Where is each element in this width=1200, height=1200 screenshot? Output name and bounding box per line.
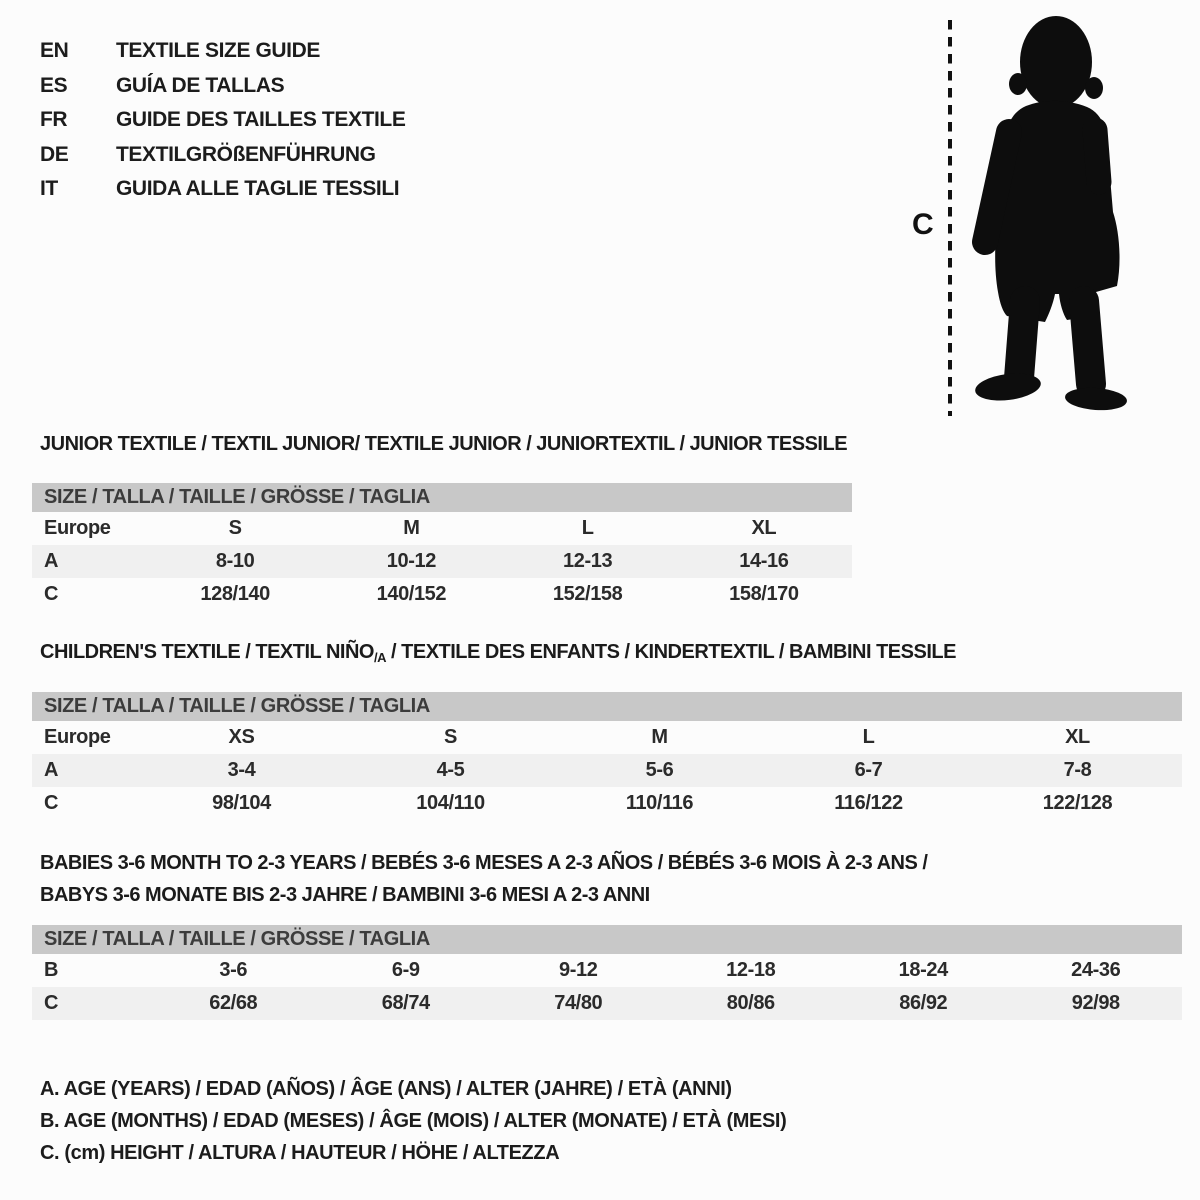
height-label-c: C — [912, 208, 934, 241]
table-cell: 116/122 — [834, 792, 903, 814]
table-row-months — [32, 954, 1182, 987]
language-row-es — [40, 69, 405, 104]
size-header-bar: SIZE / TALLA / TAILLE / GRÖSSE / TAGLIA — [32, 692, 1182, 721]
language-row-it — [40, 172, 405, 207]
table-cell: 4-5 — [436, 759, 465, 781]
table-row-europe — [32, 512, 852, 545]
language-code: FR — [40, 108, 68, 132]
row-label: Europe — [44, 517, 111, 539]
language-title: GUÍA DE TALLAS — [116, 73, 285, 97]
table-cell: 6-7 — [854, 759, 883, 781]
table-cell: 3-6 — [219, 959, 248, 981]
babies-size-table — [32, 925, 1182, 1020]
babies-title-line2: BABYS 3-6 MONATE BIS 2-3 JAHRE / BAMBINI 3-6 MESI A 2-3 ANNI — [40, 884, 650, 906]
table-cell: XS — [228, 726, 255, 748]
baby-silhouette-figure — [905, 12, 1150, 422]
row-label: Europe — [44, 726, 111, 748]
table-cell: 62/68 — [209, 992, 258, 1014]
table-cell: 18-24 — [898, 959, 948, 981]
table-cell: L — [862, 726, 875, 748]
children-title-sub: /A — [373, 650, 386, 665]
language-code: IT — [40, 177, 58, 201]
table-cell: 9-12 — [559, 959, 598, 981]
row-label: B — [44, 959, 59, 981]
size-header-bar: SIZE / TALLA / TAILLE / GRÖSSE / TAGLIA — [32, 925, 1182, 954]
table-cell: 68/74 — [381, 992, 430, 1014]
table-cell: 110/116 — [625, 792, 694, 814]
legend — [40, 1073, 786, 1169]
language-title: GUIDE DES TAILLES TEXTILE — [116, 108, 406, 132]
table-cell: 128/140 — [200, 583, 270, 605]
language-row-en — [40, 34, 405, 69]
table-cell: M — [651, 726, 668, 748]
table-cell: 104/110 — [416, 792, 485, 814]
children-section-title — [40, 641, 956, 664]
table-cell: 86/92 — [899, 992, 948, 1014]
table-cell: 12-18 — [726, 959, 776, 981]
table-cell: 122/128 — [1042, 792, 1113, 814]
table-cell: 24-36 — [1071, 959, 1121, 981]
language-row-de — [40, 138, 405, 173]
table-cell: S — [228, 517, 242, 539]
table-cell: XL — [1065, 726, 1090, 748]
legend-line-b: B. AGE (MONTHS) / EDAD (MESES) / ÂGE (MOIS) / ALTER (MONATE) / ETÀ (MESI) — [40, 1110, 787, 1132]
table-cell: 140/152 — [376, 583, 447, 605]
junior-section-title: JUNIOR TEXTILE / TEXTIL JUNIOR/ TEXTILE JUNIOR / JUNIORTEXTIL / JUNIOR TESSILE — [40, 433, 848, 455]
table-cell: 80/86 — [726, 992, 775, 1014]
language-title: TEXTILGRÖßENFÜHRUNG — [116, 142, 376, 166]
table-cell: 152/158 — [552, 583, 623, 605]
language-title: GUIDA ALLE TAGLIE TESSILI — [116, 177, 400, 201]
table-row-age — [32, 545, 852, 578]
table-cell: 10-12 — [386, 550, 436, 572]
language-row-fr — [40, 103, 405, 138]
row-label: C — [44, 992, 59, 1014]
children-title-post: / TEXTILE DES ENFANTS / KINDERTEXTIL / BAMBINI TESSILE — [385, 641, 956, 663]
table-row-height — [32, 787, 1182, 820]
table-cell: 5-6 — [645, 759, 674, 781]
language-code: ES — [40, 73, 68, 97]
legend-line-a: A. AGE (YEARS) / EDAD (AÑOS) / ÂGE (ANS) / ALTER (JAHRE) / ETÀ (ANNI) — [40, 1078, 732, 1100]
size-header-bar: SIZE / TALLA / TAILLE / GRÖSSE / TAGLIA — [32, 483, 852, 512]
table-cell: XL — [751, 517, 777, 539]
table-cell: 74/80 — [554, 992, 603, 1014]
table-cell: 98/104 — [212, 792, 271, 814]
table-row-age — [32, 754, 1182, 787]
table-cell: S — [444, 726, 457, 748]
row-label: A — [44, 550, 59, 572]
table-cell: 6-9 — [391, 959, 420, 981]
language-code: DE — [40, 142, 69, 166]
table-row-height — [32, 578, 852, 611]
table-cell: 14-16 — [739, 550, 789, 572]
children-size-table — [32, 692, 1182, 820]
legend-line-c: C. (cm) HEIGHT / ALTURA / HAUTEUR / HÖHE / ALTEZZA — [40, 1142, 560, 1164]
table-cell: 3-4 — [227, 759, 256, 781]
table-row-height — [32, 987, 1182, 1020]
table-cell: 12-13 — [563, 550, 613, 572]
language-title: TEXTILE SIZE GUIDE — [116, 39, 320, 63]
babies-section-title — [40, 847, 927, 911]
junior-size-table — [32, 483, 852, 611]
babies-title-line1: BABIES 3-6 MONTH TO 2-3 YEARS / BEBÉS 3-6 MESES A 2-3 AÑOS / BÉBÉS 3-6 MOIS À 2-3 ANS / — [40, 852, 928, 874]
language-list — [40, 34, 405, 207]
table-row-europe — [32, 721, 1182, 754]
table-cell: 92/98 — [1071, 992, 1120, 1014]
children-title-pre: CHILDREN'S TEXTILE / TEXTIL NIÑO — [40, 641, 374, 663]
baby-silhouette — [974, 16, 1128, 412]
table-cell: 158/170 — [729, 583, 799, 605]
row-label: C — [44, 792, 59, 814]
table-cell: M — [403, 517, 420, 539]
row-label: A — [44, 759, 59, 781]
table-cell: 8-10 — [215, 550, 255, 572]
table-cell: L — [581, 517, 594, 539]
row-label: C — [44, 583, 59, 605]
table-cell: 7-8 — [1063, 759, 1092, 781]
language-code: EN — [40, 39, 69, 63]
